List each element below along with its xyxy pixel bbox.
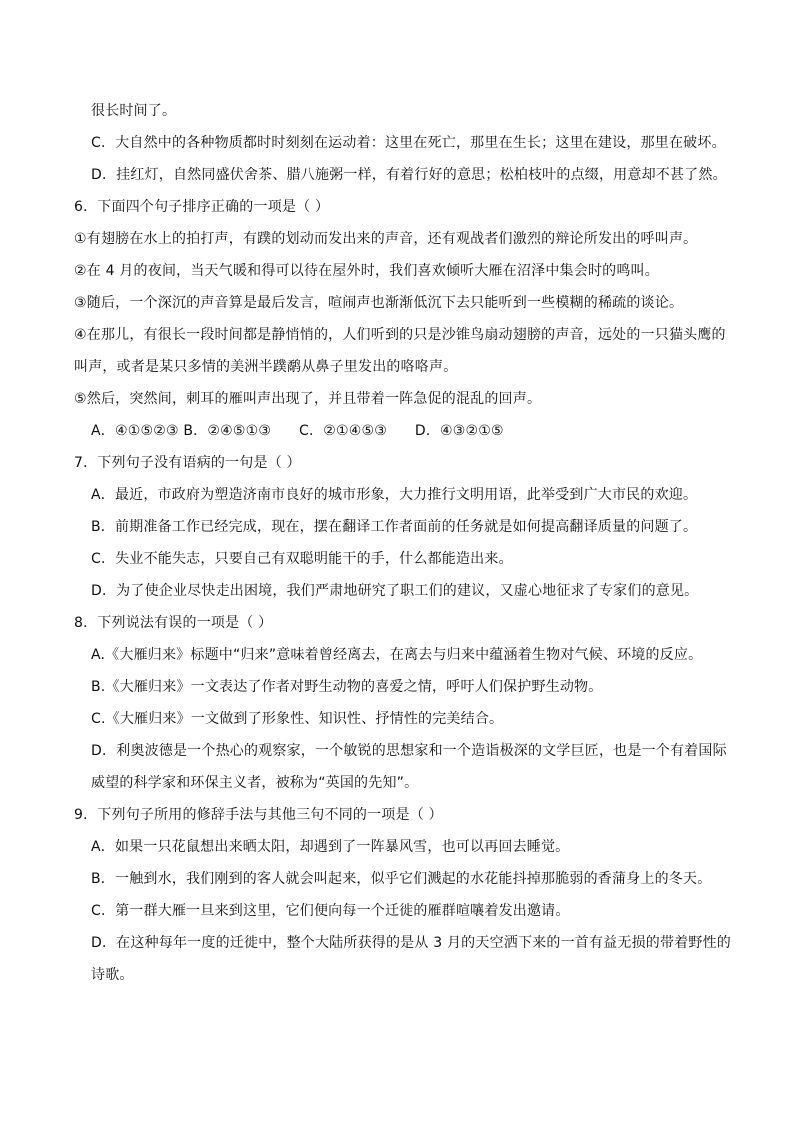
question-8: 8．下列说法有误的一项是（ ）	[74, 615, 273, 631]
sentence-1: ①有翅膀在水上的拍打声，有蹼的划动而发出来的声音，还有观战者们激烈的辩论所发出的呼叫声。	[74, 231, 698, 247]
option-a: A.《大雁归来》标题中“归来”意味着曾经离去，在离去与归来中蕴涵着生物对气候、环境的反应。	[91, 647, 703, 663]
option-c: C．第一群大雁一旦来到这里，它们便向每一个迁徙的雁群喧嚷着发出邀请。	[91, 903, 570, 919]
option-d-continuation: 威望的科学家和环保主义者，被称为“英国的先知”。	[91, 775, 419, 791]
option-a: A．最近，市政府为塑造济南市良好的城市形象，大力推行文明用语，此举受到广大市民的欢迎。	[91, 487, 698, 503]
question-9: 9．下列句子所用的修辞手法与其他三句不同的一项是（ ）	[74, 807, 443, 823]
sentence-3: ③随后，一个深沉的声音算是最后发言，喧闹声也渐渐低沉下去只能听到一些模糊的稀疏的谈论。	[74, 295, 684, 311]
text-line-continuation: 很长时间了。	[91, 103, 177, 119]
question-7: 7．下列句子没有语病的一句是（ ）	[74, 455, 301, 471]
options-row: A．④①⑤②③ B．②④⑤①③ C．②①④⑤③ D．④③②①⑤	[91, 423, 504, 439]
sentence-5: ⑤然后，突然间，刺耳的雁叫声出现了，并且带着一阵急促的混乱的回声。	[74, 391, 542, 407]
option-d-continuation: 诗歌。	[91, 967, 134, 983]
option-c: C．失业不能失志，只要自己有双聪明能干的手，什么都能造出来。	[91, 551, 513, 567]
sentence-2: ②在 4 月的夜间，当天气暖和得可以待在屋外时，我们喜欢倾听大雁在沼泽中集会时的鸣叫。	[74, 263, 659, 279]
option-c: C.《大雁归来》一文做到了形象性、知识性、抒情性的完美结合。	[91, 711, 504, 727]
option-a: A．如果一只花鼠想出来晒太阳，却遇到了一阵暴风雪，也可以再回去睡觉。	[91, 839, 570, 855]
option-d: D．在这种每年一度的迁徙中，整个大陆所获得的是从 3 月的天空洒下来的一首有益无损的带着野性的	[91, 935, 731, 951]
option-c: C．大自然中的各种物质都时时刻刻在运动着：这里在死亡，那里在生长；这里在建设，那里在破坏。	[91, 135, 726, 151]
sentence-4: ④在那儿，有很长一段时间都是静悄悄的，人们听到的只是沙锥鸟扇动翅膀的声音，远处的一只猫头鹰的	[74, 327, 726, 343]
question-6: 6．下面四个句子排序正确的一项是（ ）	[74, 199, 330, 215]
option-b: B.《大雁归来》一文表达了作者对野生动物的喜爱之情，呼吁人们保护野生动物。	[91, 679, 603, 695]
sentence-4-continuation: 叫声，或者是某只多情的美洲半蹼鹬从鼻子里发出的咯咯声。	[74, 359, 458, 375]
option-d: D．为了使企业尽快走出困境，我们严肃地研究了职工们的建议，又虚心地征求了专家们的意见。	[91, 583, 699, 599]
option-d: D．挂红灯，自然同盛伏舍茶、腊八施粥一样，有着行好的意思；松柏枝叶的点缀，用意却不甚了然。	[91, 167, 727, 183]
option-b: B．一触到水，我们刚到的客人就会叫起来，似乎它们溅起的水花能抖掉那脆弱的香蒲身上的冬天。	[91, 871, 712, 887]
option-b: B．前期准备工作已经完成，现在，摆在翻译工作者面前的任务就是如何提高翻译质量的问题了。	[91, 519, 698, 535]
option-d: D．利奥波德是一个热心的观察家，一个敏锐的思想家和一个造诣极深的文学巨匠，也是一个有着国际	[91, 743, 727, 759]
